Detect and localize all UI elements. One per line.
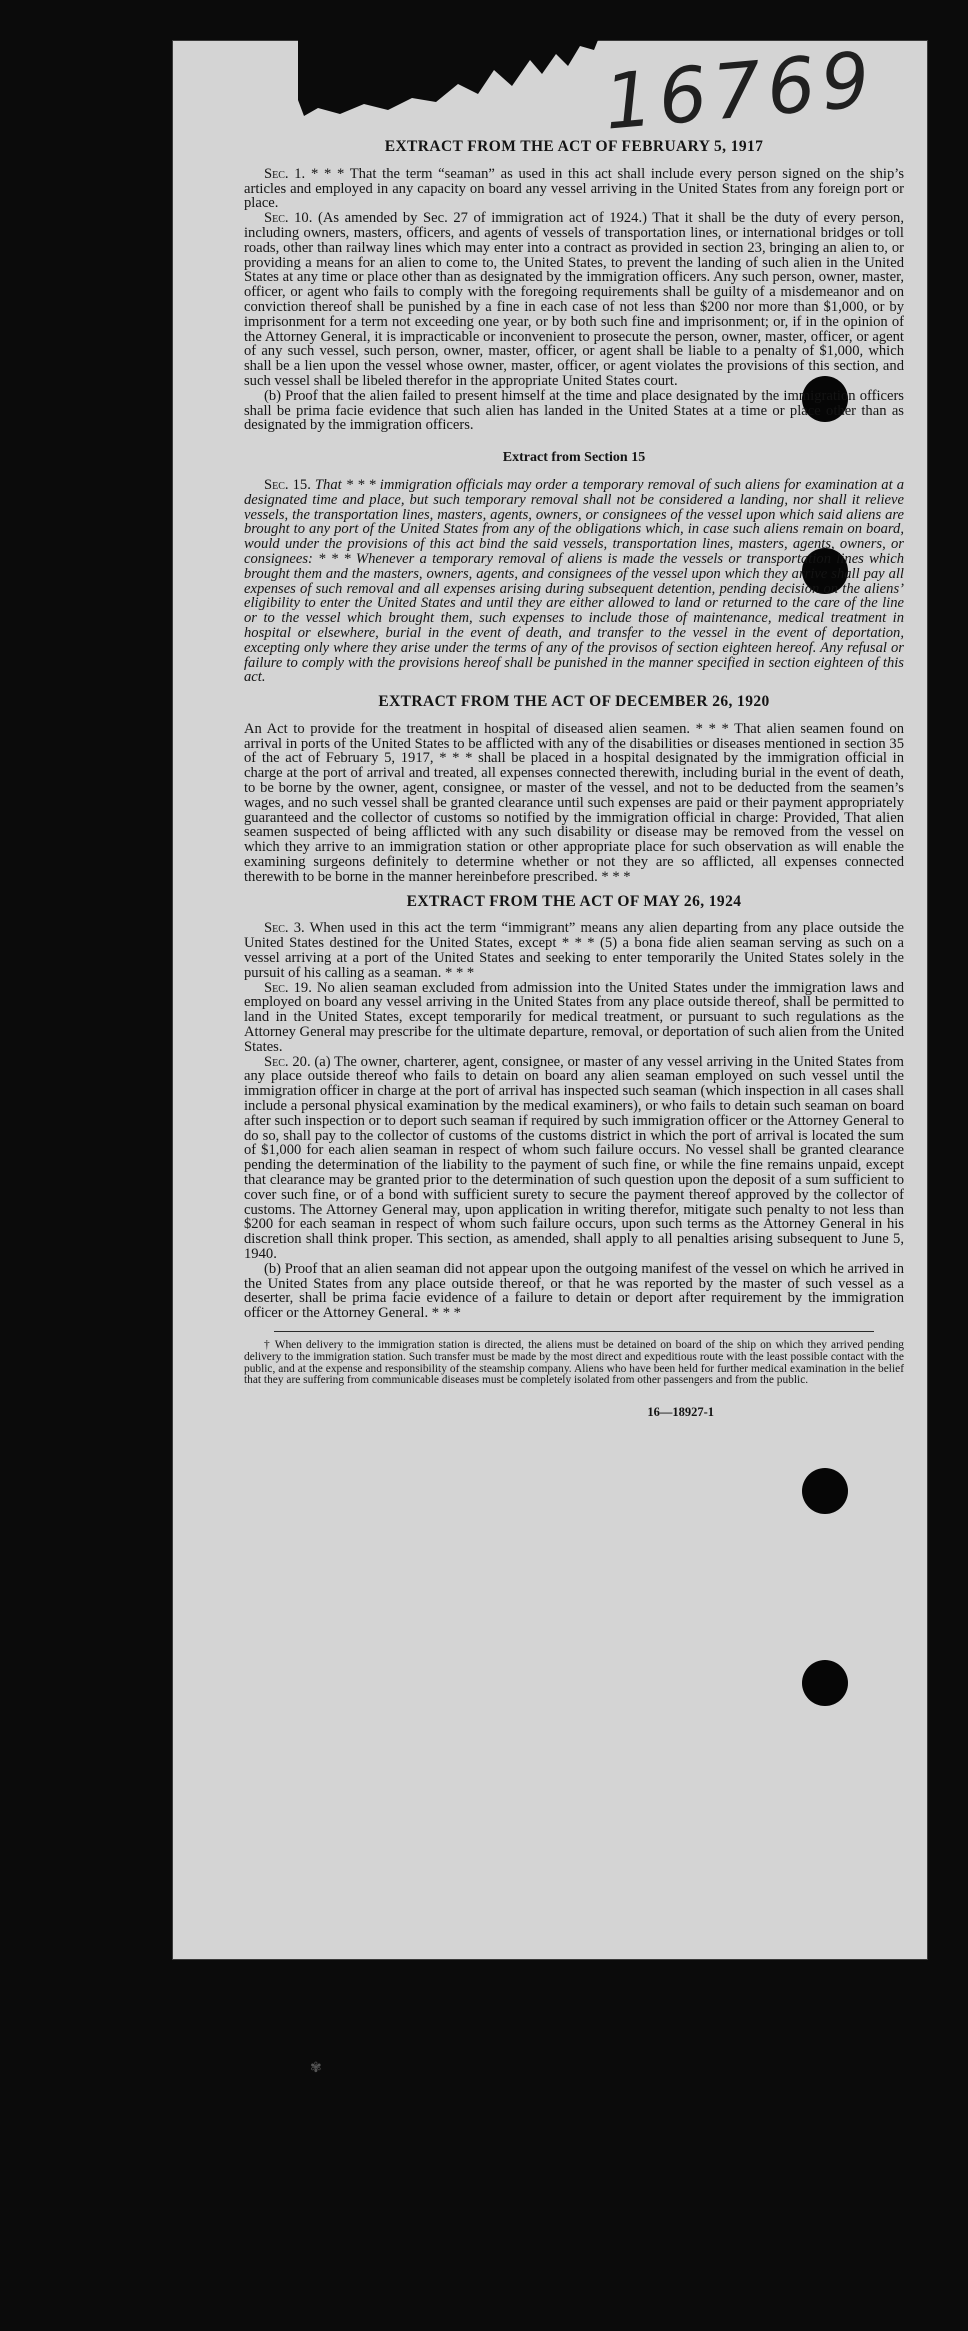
footnote: † When delivery to the immigration station is directed, the aliens must be detained on board of the ship on which they arrived pending delivery to the immigration station. Such transfer must be made by the most direct and expeditious route with the least possible contact with the public, and at the expense and responsibility of the steamship company. Aliens who have been held for further medical examination in the belief that they are suffering from communicable diseases must be completely isolated from other passengers and from the public.: [244, 1338, 904, 1387]
section-1-text: * * * That the term “seaman” as used in this act shall include every person signed on the ship’s articles and employed in any capacity on board any vessel arriving in the United States from any foreign port or place.: [244, 165, 905, 212]
footnote-divider: [274, 1331, 874, 1332]
section-19: [244, 981, 904, 1055]
document-number: 16—18927-1: [647, 1405, 714, 1420]
section-15-label: Sec. 15.: [264, 476, 311, 493]
section-20: [244, 1055, 904, 1262]
section-1-label: Sec. 1.: [264, 165, 306, 182]
section-19-label: Sec. 19.: [264, 979, 312, 996]
punch-hole-3: [802, 1468, 848, 1514]
section-20b: (b) Proof that an alien seaman did not appear upon the outgoing manifest of the vessel on which he arrived in the United States from any place outside thereof, or that he was reported by the master of such vessel as a deserter, shall be prima facie evidence of a failure to detain or deport after requirement by the immigration officer or the Attorney General. * * *: [244, 1260, 904, 1322]
section-3-label: Sec. 3.: [264, 920, 305, 937]
section-10b: (b) Proof that the alien failed to present himself at the time and place designated by the immigration officers shall be prima facie evidence that such alien has landed in the United States at a time or place other than as designated by the immigration officers.: [244, 387, 904, 434]
document-body: [244, 140, 904, 1420]
section-1: [244, 167, 904, 211]
section-15-text: That * * * immigration officials may order a temporary removal of such aliens for examination at a designated time and place, but such temporary removal shall not be considered a landing, nor shall it relieve vessels, the transportation lines, masters, agents, owners, or consignees of the vessel upon which said aliens are brought to any port of the United States from any of the obligations which, in case such aliens remain on board, would under the provisions of this act bind the said vessels, transportation lines, masters, agents, owners, or consignees: * * * Whenever a temporary removal of aliens is made the vessels or transportation lines which brought them and the masters, owners, agents, and consignees of the vessel upon which they arrive shall pay all expenses of such removal and all expenses arising during subsequent detention, pending decision on the aliens’ eligibility to enter the United States and until they are either allowed to land or returned to the care of the line or to the vessel which brought them, such expenses to include those of maintenance, medical treatment in hospital or elsewhere, burial in the event of death, and transfer to the vessel in the event of deportation, excepting only where they arise under the terms of any of the provisos of section eighteen hereof. Any refusal or failure to comply with the provisions hereof shall be punished in the manner specified in section eighteen of this act.: [244, 476, 904, 686]
section-10-text: (As amended by Sec. 27 of immigration act of 1924.) That it shall be the duty of every person, including owners, masters, officers, and agents of vessels of transportation lines, or international bridges or toll roads, other than railway lines which may enter into a contract as provided in section 23, bringing an alien to, or providing a means for an alien to come to, the United States, to prevent the landing of such alien in the United States at any time or place other than as designated by the immigration officers. Any such person, owner, master, officer, or agent who fails to comply with the foregoing requirements shall be guilty of a misdemeanor and on conviction thereof shall be punished by a fine in each case of not less than $200 nor more than $1,000, or by imprisonment for a term not exceeding one year, or by both such fine and imprisonment; or, if in the opinion of the Attorney General, it is impracticable or inconvenient to prosecute the person, owner, master, officer, or agent of any such vessel, such person, owner, master, officer, or agent shall be liable to a penalty of $1,000, which shall be a lien upon the vessel whose owner, master, officer, or agent violates the provisions of this section, and such vessel shall be libeled therefor in the appropriate United States court.: [244, 210, 904, 389]
section-3-text: When used in this act the term “immigrant” means any alien departing from any place outside the United States destined for the United States, except * * * (5) a bona fide alien seaman serving as such on a vessel arriving at a port of the United States and seeking to enter temporarily the United States solely in the pursuit of his calling as a seaman. * * *: [244, 920, 905, 981]
punch-hole-4: [802, 1660, 848, 1706]
handwritten-file-number: 16769: [600, 34, 880, 147]
section-3: [244, 921, 904, 980]
section-20-text: (a) The owner, charterer, agent, consignee, or master of any vessel arriving in the United States from any place outside thereof who fails to detain on board any alien seaman employed on such vessel until the immigration officer in charge at the port of arrival has inspected such seaman (which inspection in all cases shall include a personal physical examination by the medical examiners), or who fails to detain such seaman on board after such inspection or to deport such seaman if required by such immigration officer or the Attorney General to do so, shall pay to the collector of customs of the customs district in which the port of arrival is located the sum of $1,000 for each alien seaman in respect of whom such failure occurs. No vessel shall be granted clearance pending the determination of the liability to the payment of such fine, or while the fine remains unpaid, except that clearance may be granted prior to the determination of such question upon the deposit of a sum sufficient to cover such fine, or of a bond with sufficient surety to secure the payment thereof approved by the collector of customs. The Attorney General may, upon application in writing therefor, mitigate such penalty to not less than $200 for each seaman in respect of whom such failure occurs, upon such terms as the Attorney General in his discretion shall think proper. This section, as amended, shall apply to all penalties arising subsequent to June 5, 1940.: [244, 1053, 904, 1262]
heading-act-1917: EXTRACT FROM THE ACT OF FEBRUARY 5, 1917: [384, 138, 764, 155]
act-1920-text: An Act to provide for the treatment in hospital of diseased alien seamen. * * * That alien seamen found on arrival in ports of the United States to be afflicted with any of the disabilities or diseases mentioned in section 35 of the act of February 5, 1917, * * * shall be placed in a hospital designated by the immigration official in charge at the port of arrival and treated, all expenses connected therewith, including burial in the event of death, to be borne by the owner, agent, consignee, or master of the vessel, and not to be deducted from the seamen’s wages, and no such vessel shall be granted clearance until such expenses are paid or their payment appropriately guaranteed and the collector of customs so notified by the immigration official in charge: Provided, That alien seamen suspected of being afflicted with any such disability or disease may be removed from the vessel on which they arrive to an immigration station or other appropriate place for such observation as will enable the examining surgeons definitely to determine whether or not they are so afflicted, all expenses connected therewith to be borne in the manner hereinbefore prescribed. * * *: [244, 720, 904, 885]
torn-corner: [298, 40, 598, 118]
heading-act-1920: EXTRACT FROM THE ACT OF DECEMBER 26, 1920: [378, 693, 770, 711]
heading-section-15: Extract from Section 15: [502, 450, 646, 466]
section-20-label: Sec. 20.: [264, 1053, 311, 1070]
heading-act-1924: EXTRACT FROM THE ACT OF MAY 26, 1924: [406, 892, 742, 910]
section-15: [244, 478, 904, 685]
document-page: [172, 34, 928, 1960]
section-19-text: No alien seaman excluded from admission into the United States under the immigration laws and employed on board any vessel arriving in the United States from any place outside thereof, shall be permitted to land in the United States, except temporarily for medical treatment, or pursuant to such regulations as the Attorney General may prescribe for the ultimate departure, removal, or deportation of such alien from the United States.: [244, 979, 904, 1055]
section-10: [244, 211, 904, 389]
scan-smudge: ✾: [310, 2061, 322, 2076]
section-10-label: Sec. 10.: [264, 210, 313, 227]
